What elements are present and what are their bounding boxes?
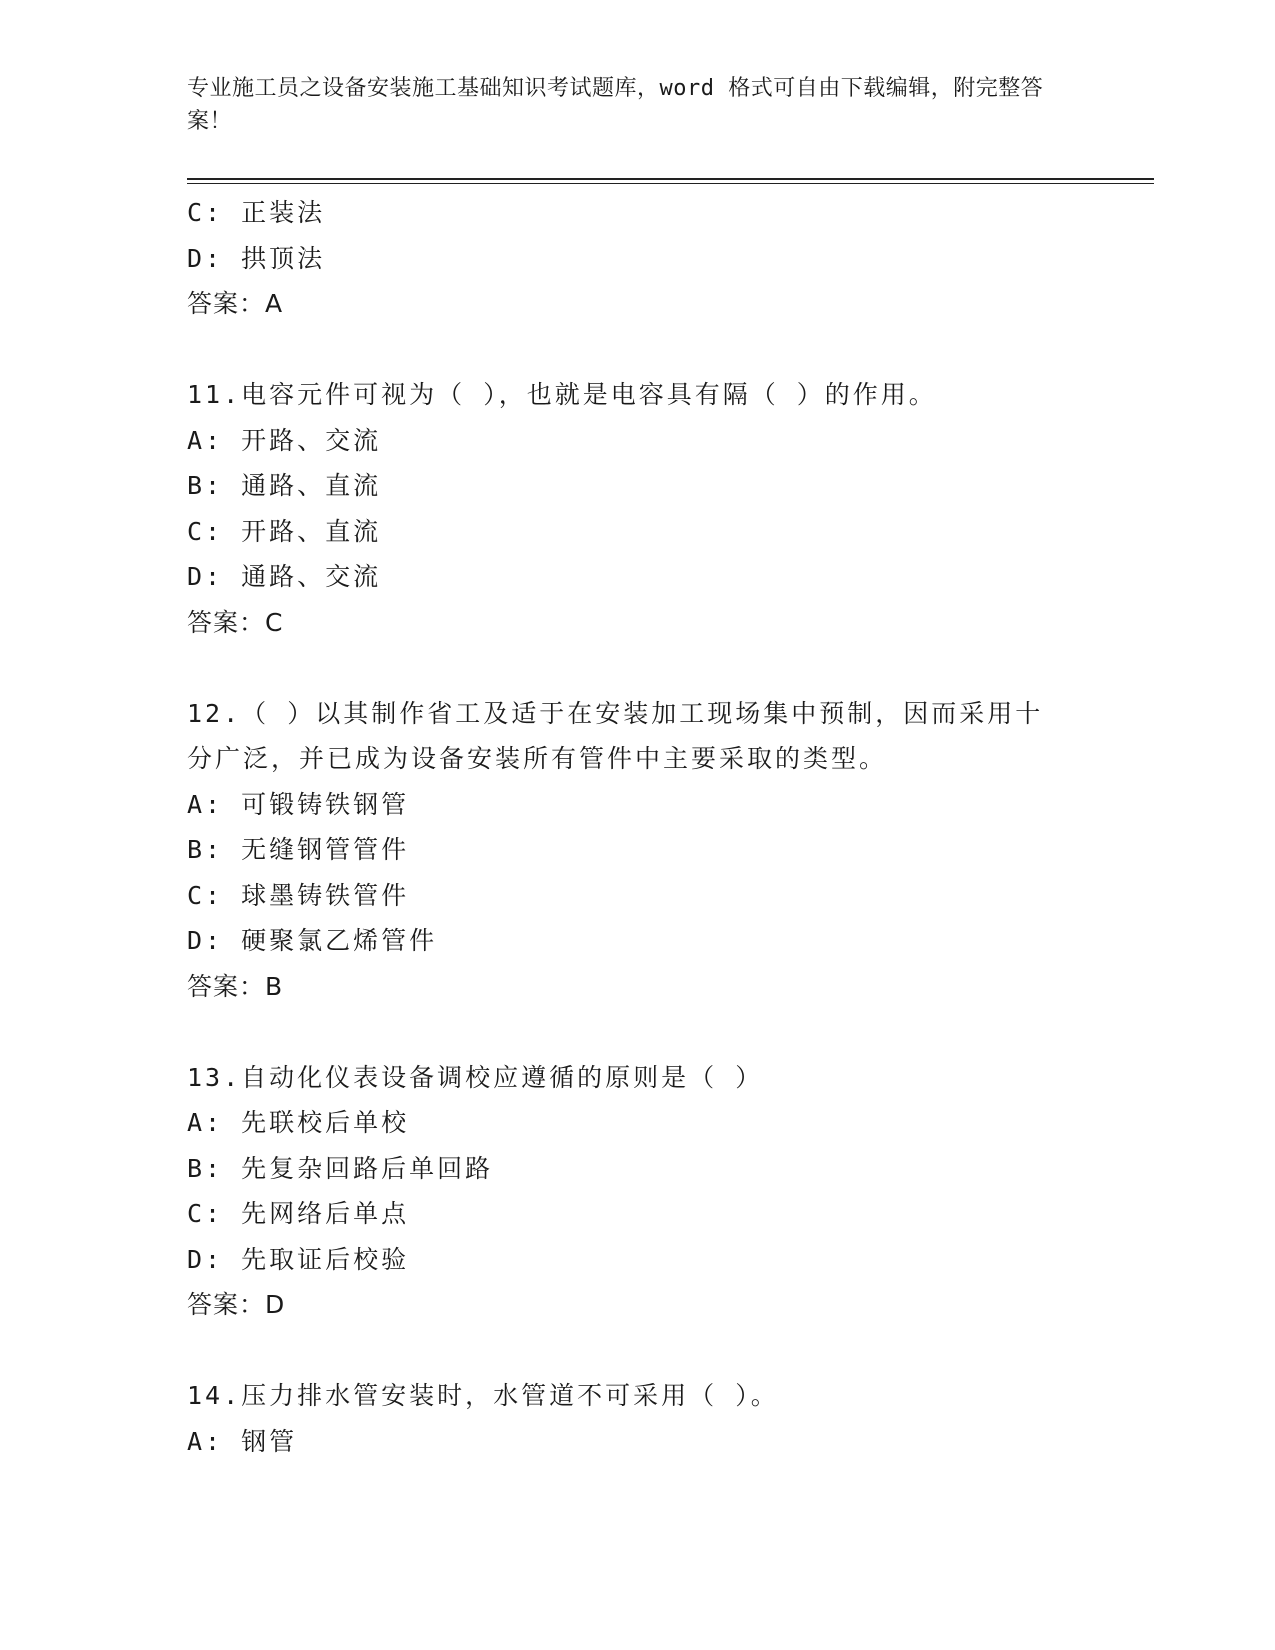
option-a: A: 钢管 [187,1426,298,1456]
answer: 答案：B [187,971,284,1001]
option-d: D: 硬聚氯乙烯管件 [187,926,438,955]
option-a: A: 开路、交流 [187,425,382,455]
option-d: D: 通路、交流 [187,562,382,591]
option-d: D: 先取证后校验 [187,1244,410,1274]
answer: 答案：D [187,1290,286,1319]
answer: 答案：C [187,607,284,637]
option-a: A: 先联校后单校 [187,1108,410,1137]
question-10-tail [187,190,1087,327]
question-13 [187,1055,1087,1328]
option-b: B: 无缝钢管管件 [187,835,410,864]
question-11 [187,372,1087,645]
question-stem: 13.自动化仪表设备调校应遵循的原则是（ ） [187,1062,764,1092]
question-12 [187,691,1087,1010]
spacer [187,645,1087,691]
option-a: A: 可锻铸铁钢管 [187,789,410,819]
header-divider-thick [187,178,1154,180]
question-14 [187,1373,1087,1464]
spacer [187,1328,1087,1374]
spacer [187,327,1087,373]
option-c: C: 先网络后单点 [187,1199,410,1228]
option-c: C: 球墨铸铁管件 [187,880,410,910]
header-divider-thin [187,183,1154,184]
option-d: D: 拱顶法 [187,243,326,273]
question-stem: 11.电容元件可视为（ ），也就是电容具有隔（ ）的作用。 [187,380,937,409]
document-header [187,72,1067,138]
header-text: 专业施工员之设备安装施工基础知识考试题库，word 格式可自由下载编辑，附完整答案！ [187,76,1044,134]
question-list [187,190,1087,1464]
question-stem-line-1: 12.（ ）以其制作省工及适于在安装加工现场集中预制，因而采用十 [187,698,1044,728]
option-c: C: 正装法 [187,198,326,227]
question-stem-line-2: 分广泛，并已成为设备安装所有管件中主要采取的类型。 [187,744,888,773]
question-stem: 14.压力排水管安装时，水管道不可采用（ ）。 [187,1381,779,1410]
option-b: B: 先复杂回路后单回路 [187,1153,494,1183]
answer: 答案：A [187,289,284,318]
option-c: C: 开路、直流 [187,516,382,546]
spacer [187,1009,1087,1055]
option-b: B: 通路、直流 [187,471,382,500]
